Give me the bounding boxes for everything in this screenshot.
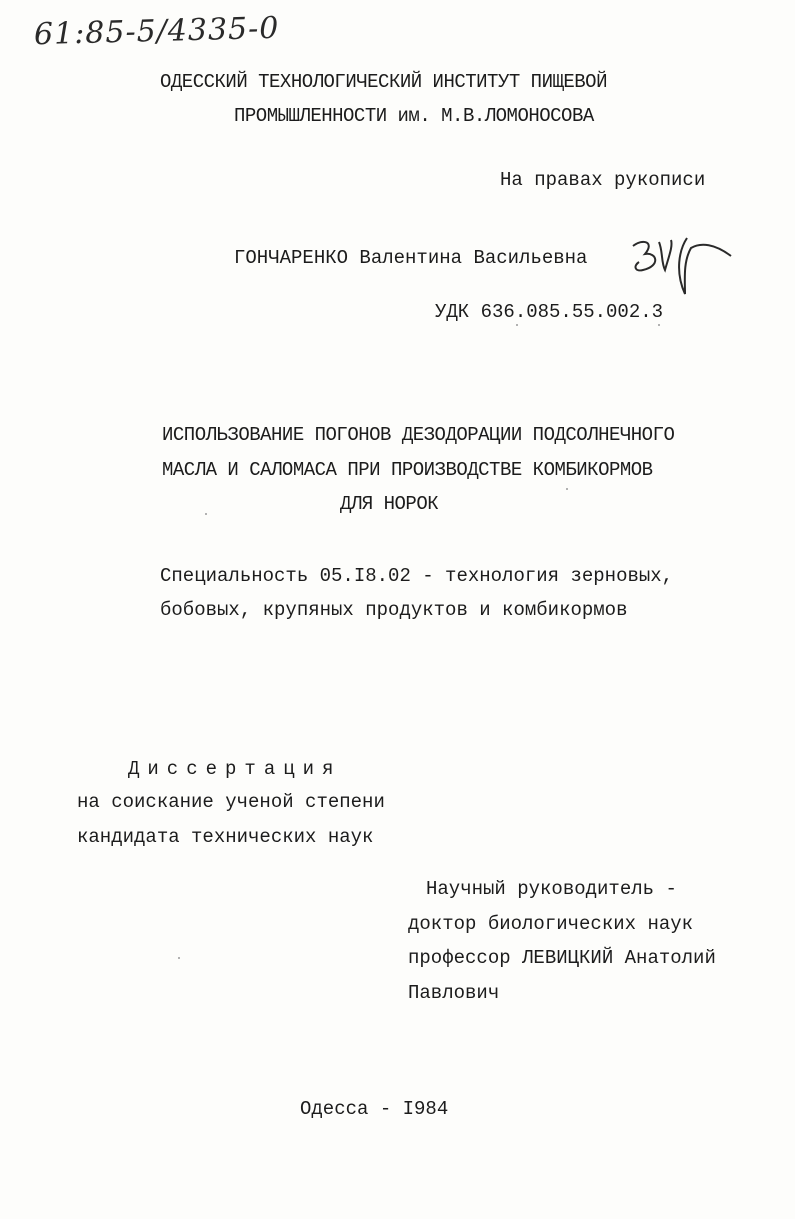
specialty-line-2: бобовых, крупяных продуктов и комбикормов: [160, 599, 628, 621]
institute-line-2: ПРОМЫШЛЕННОСТИ им. М.В.ЛОМОНОСОВА: [234, 105, 594, 127]
title-line-1: ИСПОЛЬЗОВАНИЕ ПОГОНОВ ДЕЗОДОРАЦИИ ПОДСОЛНЕЧНОГО: [162, 424, 675, 446]
specialty-line-1: Специальность 05.I8.02 - технология зерновых,: [160, 565, 674, 587]
title-line-2: МАСЛА И САЛОМАСА ПРИ ПРОИЗВОДСТВЕ КОМБИКОРМОВ: [162, 459, 653, 481]
author-name: ГОНЧАРЕНКО Валентина Васильевна: [234, 247, 588, 269]
title-line-3: ДЛЯ НОРОК: [340, 493, 439, 515]
supervisor-name: профессор ЛЕВИЦКИЙ Анатолий: [408, 947, 716, 969]
udc-code: УДК 636.085.55.002.3: [435, 301, 664, 323]
city-year: Одесса - I984: [300, 1098, 449, 1120]
paper-speck: [205, 513, 207, 515]
paper-speck: [516, 324, 518, 326]
supervisor-degree: доктор биологических наук: [408, 913, 694, 935]
dissertation-field-line: кандидата технических наук: [77, 826, 374, 848]
paper-speck: [566, 488, 568, 490]
dissertation-degree-line: на соискание ученой степени: [77, 791, 385, 813]
dissertation-heading: Диссертация: [128, 758, 342, 780]
paper-speck: [658, 324, 660, 326]
institute-line-1: ОДЕССКИЙ ТЕХНОЛОГИЧЕСКИЙ ИНСТИТУТ ПИЩЕВОЙ: [160, 71, 607, 93]
manuscript-rights: На правах рукописи: [500, 169, 706, 191]
supervisor-label: Научный руководитель -: [426, 878, 677, 900]
handwritten-archive-code: 61:85-5/4335-0: [33, 10, 280, 53]
paper-speck: [178, 957, 180, 959]
signature-icon: [625, 232, 735, 302]
supervisor-patronymic: Павлович: [408, 982, 500, 1004]
